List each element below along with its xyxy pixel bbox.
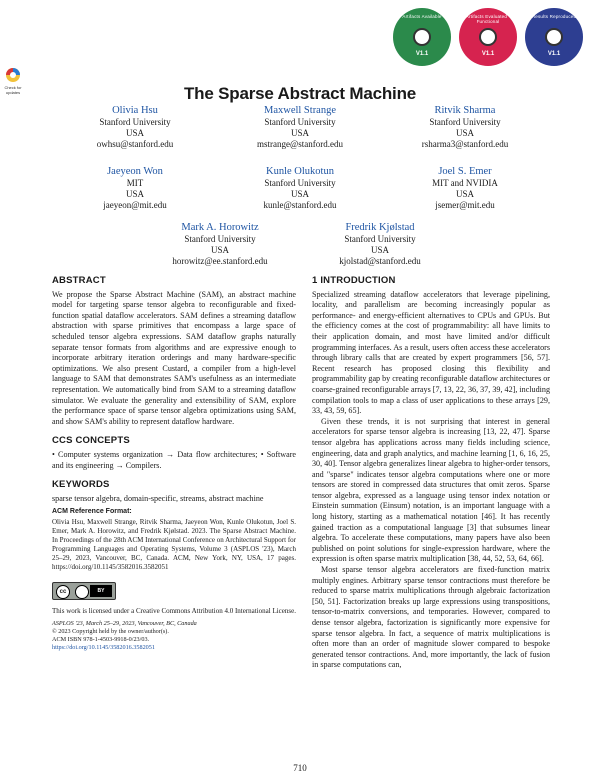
author-affiliation: Stanford University — [184, 234, 256, 244]
svg-text:Check for: Check for — [4, 85, 22, 90]
author-name: Jaeyeon Won — [107, 166, 163, 177]
acm-logo-icon — [413, 28, 431, 46]
author-affiliation: Stanford University — [264, 117, 336, 127]
author-email[interactable]: owhsu@stanford.edu — [96, 139, 174, 149]
author-name: Joel S. Emer — [438, 166, 492, 177]
badge-arc-label: Results Reproduced — [531, 14, 577, 19]
conference-line: ASPLOS '23, March 25–29, 2023, Vancouver, BC, Canada — [52, 620, 197, 628]
author-block — [385, 104, 545, 150]
ccs-text: • Computer systems organization → Data flow architectures; • Software and its engineering → Compilers. — [52, 449, 296, 470]
author-affiliation: MIT and NVIDIA — [432, 178, 498, 188]
author-affiliation: MIT — [126, 178, 144, 188]
results-reproduced-badge — [525, 8, 583, 66]
author-name: Kunle Olukotun — [266, 166, 334, 177]
license-text: This work is licensed under a Creative Commons Attribution 4.0 International License. — [52, 607, 296, 616]
abstract-text: We propose the Sparse Abstract Machine (SAM), an abstract machine model for targeting sparse tensor algebra to reconfigurable and fixed-function spatial dataflow accelerators. SAM defines a streaming dataflow abstraction with sparse primitives that encompass a large space of scheduled tensor algebra expressions. SAM dataflow graphs naturally separate tensor formats from algorithms and are expressive enough to incorporate arbitrary iteration orderings and many hardware-specific optimizations. We also present Custard, a compiler from a high-level language to SAM that demonstrates SAM's usefulness as an intermediate representation. We automatically bind from SAM to a streaming dataflow simulator. We evaluate the generality and extensibility of SAM, explore the performance space of sparse tensor algebra optimizations using SAM, and show SAM's ability to represent dataflow hardware. — [52, 289, 296, 426]
author-affiliation: Stanford University — [99, 117, 171, 127]
author-country: USA — [455, 128, 474, 138]
paper-title: The Sparse Abstract Machine — [183, 84, 417, 103]
author-country: USA — [210, 245, 229, 255]
intro-paragraph: Most sparse tensor algebra accelerators are fixed-function matrix multiply engines. Arbitrary sparse tensor contractions must therefore be reduced to sparse matrix multiplications through algebraic factorization [50, 51]. Factorization breaks up large expressions using transpositions, tensor-to-matrix conversions, and temporaries. However, compared to dense tensor algebra, factorization is significantly more expensive for sparse tensor algebra. In fact, a sequence of matrix multiplications is often more than an order of magnitude slower compared to bespoke generated tensor contractions. And, more importantly, the lack of fusion in sparse computations can, — [312, 565, 550, 670]
author-block — [300, 221, 460, 267]
author-name: Olivia Hsu — [112, 105, 158, 116]
author-email[interactable]: jsemer@mit.edu — [435, 200, 495, 210]
copyright-line: © 2023 Copyright held by the owner/author(s). — [52, 628, 169, 636]
author-block — [220, 165, 380, 211]
intro-paragraph: Specialized streaming dataflow accelerators that leverage pipelining, locality, and parallelism are becoming increasingly popular as performance- and energy-efficient alternatives to CPUs and GPUs. But the efficiency comes at the cost of programmability: all have limits to their application domain, and most have limited and/or difficult programming interfaces. As a result, users often access these accelerators through library calls that are created by expert programmers [56, 57]. Recent research has proposed closing this flexibility and programmability gap by creating reconfigurable dataflow architectures or coarse-grained reconfigurable arrays [7, 13, 22, 36, 37, 39, 42], including compilation tools to map a class of user applications to these arrays [29, 33, 43, 59, 65]. — [312, 289, 550, 416]
author-country: USA — [370, 245, 389, 255]
ccs-heading: CCS CONCEPTS — [52, 435, 130, 447]
cc-by-license-icon[interactable] — [52, 582, 116, 600]
acm-reference-heading: ACM Reference Format: — [52, 508, 132, 516]
artifacts-available-badge — [393, 8, 451, 66]
author-block — [220, 104, 380, 150]
author-email[interactable]: rsharma3@stanford.edu — [421, 139, 509, 149]
publication-meta — [52, 620, 296, 652]
author-email[interactable]: jaeyeon@mit.edu — [103, 200, 167, 210]
right-column — [312, 276, 550, 671]
person-icon — [75, 585, 89, 599]
keywords-text: sparse tensor algebra, domain-specific, streams, abstract machine — [52, 493, 264, 503]
badge-version: V1.1 — [415, 51, 429, 57]
author-email[interactable]: mstrange@stanford.edu — [256, 139, 343, 149]
badge-arc-label: Artifacts Evaluated · Functional — [465, 14, 511, 24]
keywords-heading: KEYWORDS — [52, 479, 110, 491]
author-block — [55, 104, 215, 150]
badge-arc-label: Artifacts Available — [402, 14, 442, 19]
abstract-heading: ABSTRACT — [52, 275, 106, 286]
cc-icon: cc — [56, 585, 70, 599]
author-country: USA — [455, 189, 474, 199]
by-label: BY — [90, 585, 112, 597]
intro-paragraph: Given these trends, it is not surprising that interest in general accelerators for sparse tensor algebra is increasing [13, 22, 47]. Sparse tensor algebra has applications across many fields including science, engineering, data and graph analytics, and machine learning [1, 6, 16, 25, 30, 40]. Tensor algebra generalizes linear algebra to higher-order tensors, and "sparse" indicates tensor algebra computations where one or more tensors are stored in compressed data structures that omit zeros. Sparse tensor algebra, expressed as a language using tensor index notation or Einstein summation (Einsum) notation, is an important language with a long history, starting as a mathematical notation [46]. It has recently gained traction as a computational language [3] that subsumes linear algebra. To accelerate these computations, many papers have also been published on point solutions for single-expression hardware, where the expression is often sparse matrix multiplication [38, 44, 52, 53, 64, 66]. — [312, 416, 550, 564]
author-country: USA — [290, 189, 309, 199]
author-affiliation: Stanford University — [344, 234, 416, 244]
author-email[interactable]: kjolstad@stanford.edu — [339, 256, 421, 266]
author-affiliation: Stanford University — [264, 178, 336, 188]
badge-version: V1.1 — [547, 51, 561, 57]
author-block — [385, 165, 545, 211]
acm-logo-icon — [479, 28, 497, 46]
author-name: Maxwell Strange — [263, 105, 337, 116]
author-country: USA — [125, 189, 144, 199]
author-email[interactable]: horowitz@ee.stanford.edu — [172, 256, 268, 266]
author-affiliation: Stanford University — [429, 117, 501, 127]
author-name: Fredrik Kjølstad — [345, 222, 415, 233]
introduction-heading: 1 INTRODUCTION — [312, 275, 396, 286]
artifacts-evaluated-badge — [459, 8, 517, 66]
author-name: Mark A. Horowitz — [181, 222, 259, 233]
doi-link[interactable]: https://doi.org/10.1145/3582016.3582051 — [52, 644, 155, 652]
isbn-line: ACM ISBN 978-1-4503-9918-0/23/03. — [52, 636, 150, 644]
page-number: 710 — [293, 763, 307, 773]
badge-version: V1.1 — [481, 51, 495, 57]
author-name: Ritvik Sharma — [434, 105, 496, 116]
acm-reference-text: Olivia Hsu, Maxwell Strange, Ritvik Sharma, Jaeyeon Won, Kunle Olukotun, Joel S. Emer, Mark A. Horowitz, and Fredrik Kjølstad. 2023. The Sparse Abstract Machine. In Proceedings of the 28th ACM International Conference on Architectural Support for Programming Languages and Operating Systems, Volume 3 (ASPLOS '23), March 25–29, 2023, Vancouver, BC, Canada. ACM, New York, NY, USA, 17 pages. https://doi.org/10.1145/3582016.3582051 — [52, 517, 296, 571]
author-block — [55, 165, 215, 211]
acm-logo-icon — [545, 28, 563, 46]
author-block — [140, 221, 300, 267]
author-country: USA — [125, 128, 144, 138]
artifact-badges — [0, 8, 600, 78]
author-email[interactable]: kunle@stanford.edu — [263, 200, 337, 210]
left-column — [52, 276, 296, 652]
author-country: USA — [290, 128, 309, 138]
svg-text:updates: updates — [5, 90, 21, 95]
